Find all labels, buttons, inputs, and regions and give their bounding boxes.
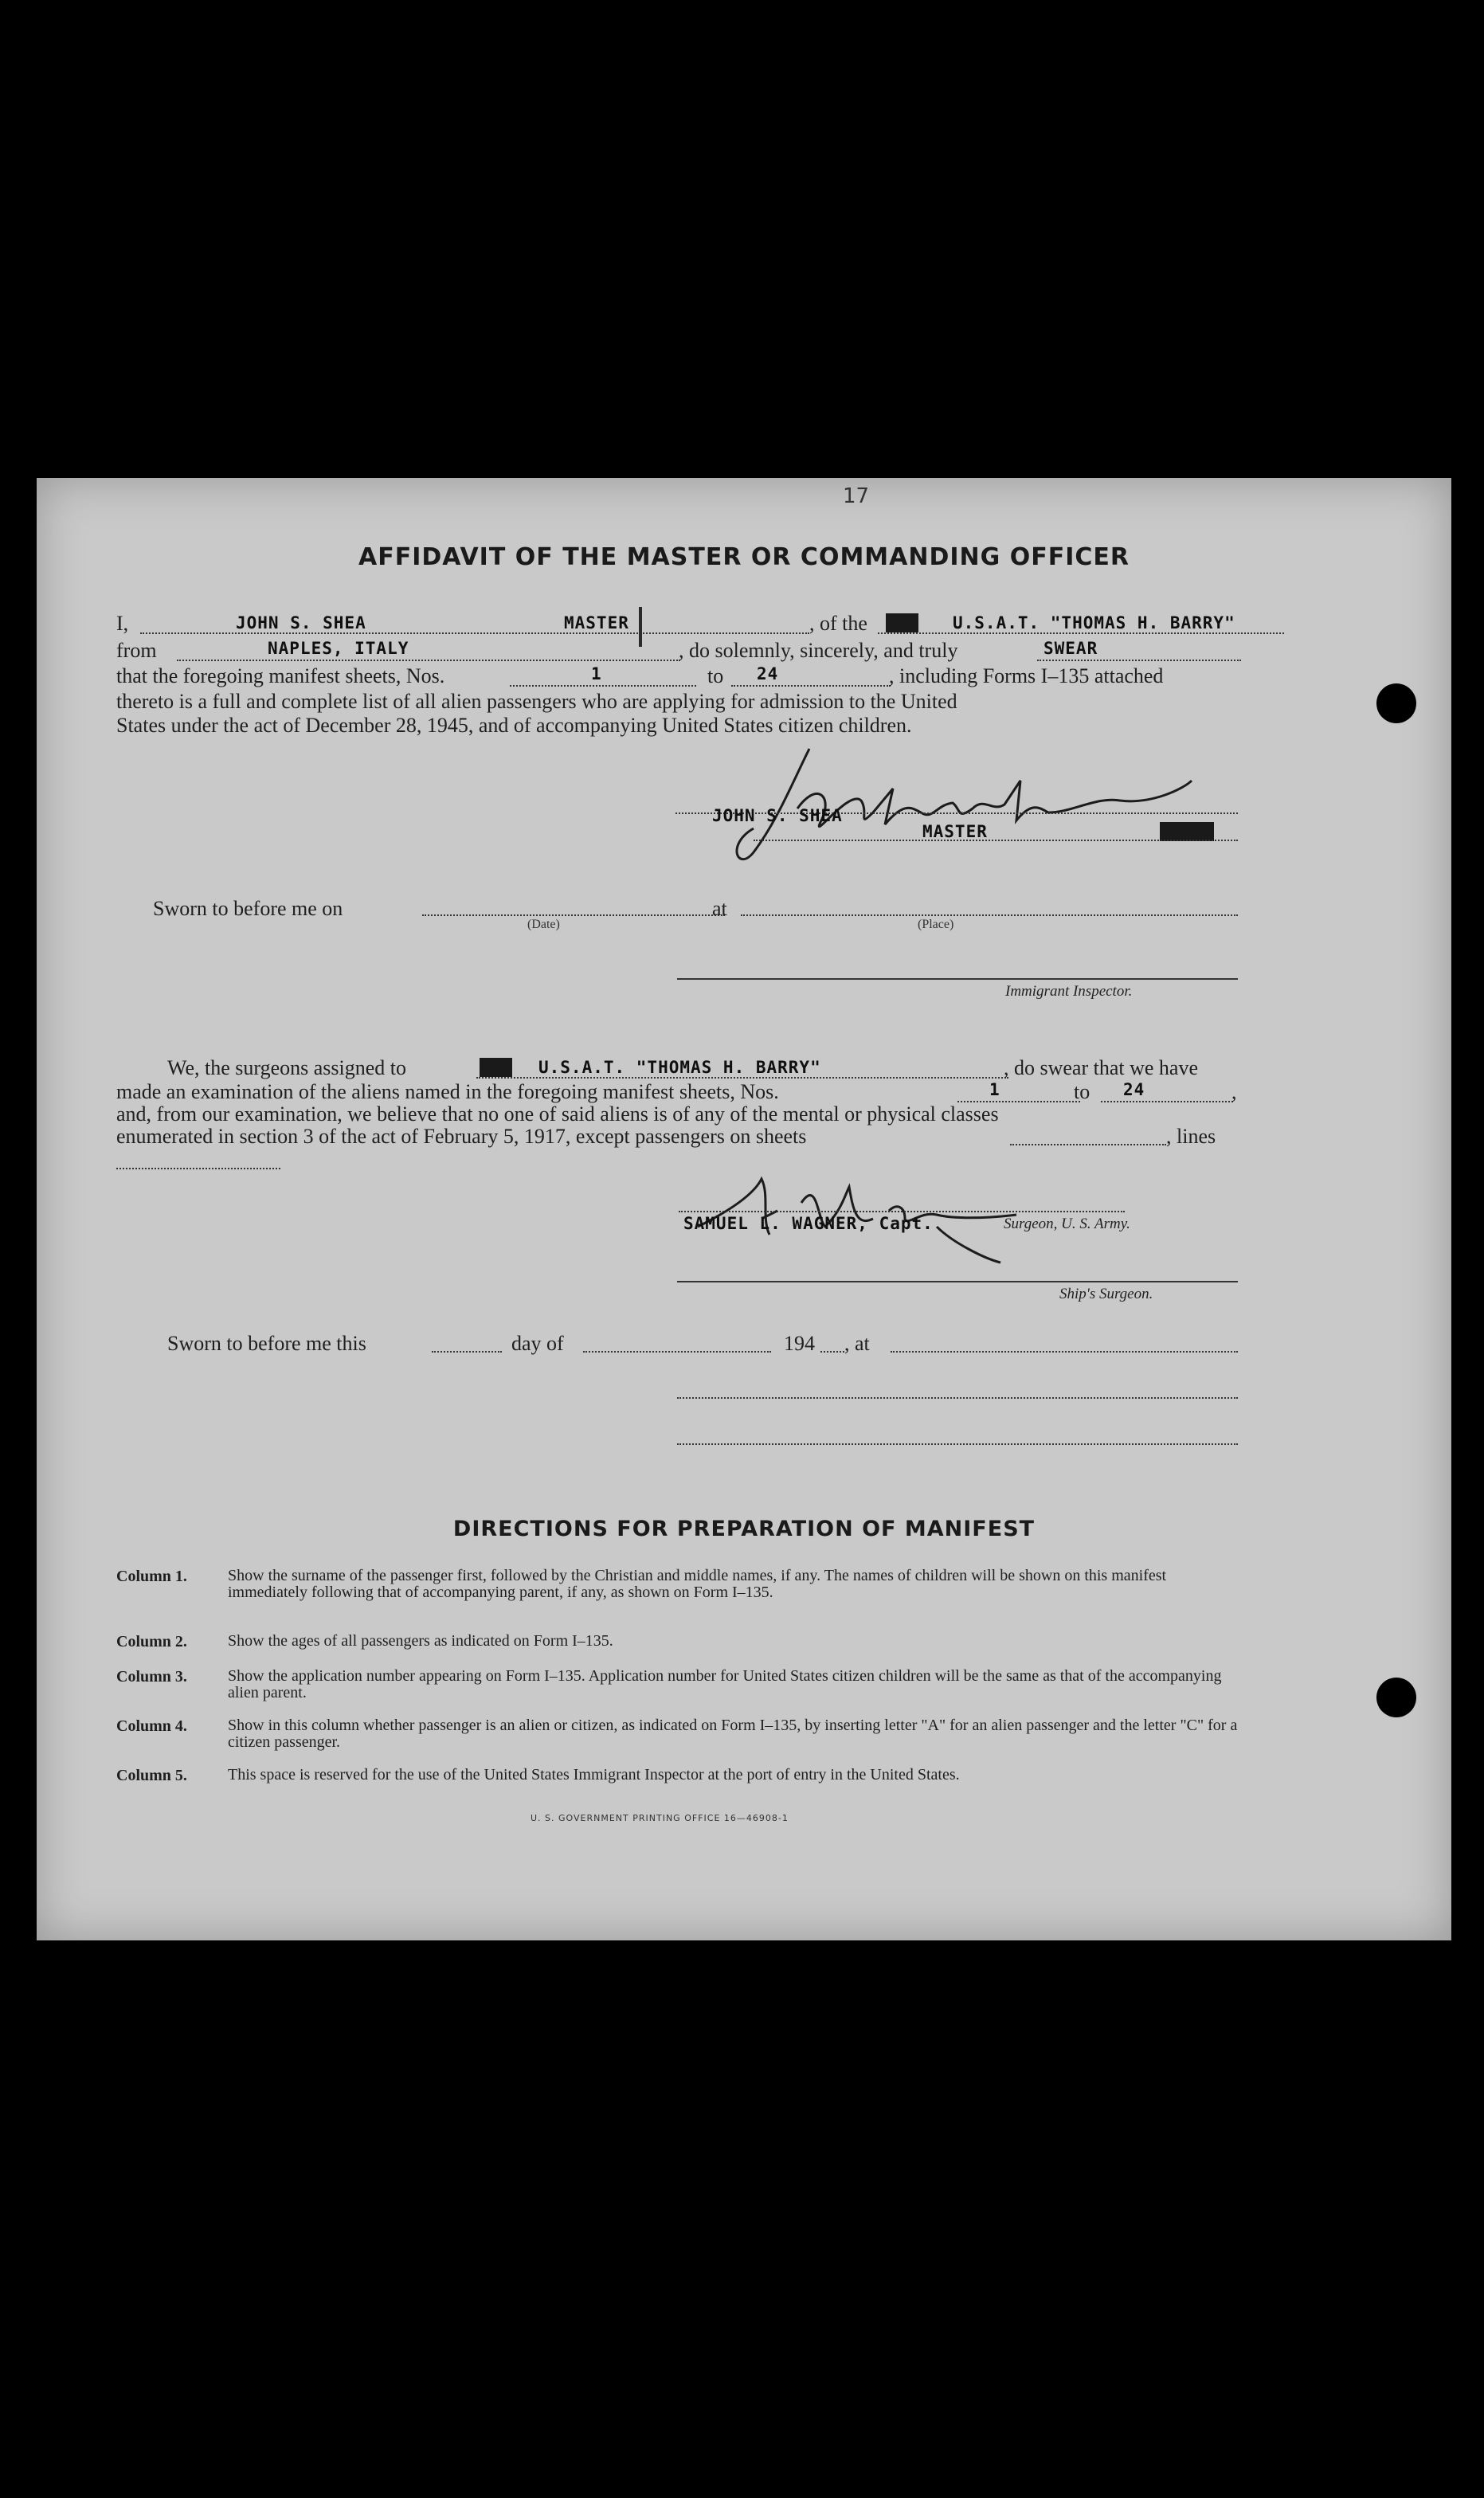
affidavit-line4: thereto is a full and complete list of all alien passengers who are applying for admission to the United: [116, 690, 957, 713]
surgeons-vessel-rule: [476, 1077, 1008, 1079]
typewriter-mark: [639, 607, 642, 647]
surgeons-line1-suffix: , do swear that we have: [1004, 1056, 1199, 1079]
surgeons-line3: and, from our examination, we believe that no one of said aliens is of any of the mental or physical classes: [116, 1102, 999, 1126]
year-prefix: 194: [784, 1332, 815, 1355]
vessel-struck: XXX: [886, 613, 918, 632]
surgeons-vessel: U.S.A.T. "THOMAS H. BARRY": [538, 1058, 821, 1077]
sworn-line-3: [677, 1443, 1238, 1445]
direction-text: Show the surname of the passenger first, followed by the Christian and middle names, if any. The names of children will be shown on this manifest immediately following that of accompanying parent, if any, as shown on Form I–135.: [228, 1567, 1167, 1601]
inspector-caption: Immigrant Inspector.: [1005, 983, 1133, 1000]
surgeon-name: SAMUEL L. WAGNER, Capt.: [683, 1214, 934, 1233]
surgeon-caption: Surgeon, U. S. Army.: [1004, 1216, 1130, 1232]
line1-prefix: I,: [116, 612, 129, 635]
vessel-name: U.S.A.T. "THOMAS H. BARRY": [953, 613, 1235, 632]
at-label: at: [712, 897, 727, 920]
port-name: NAPLES, ITALY: [268, 639, 409, 658]
sheet-to-rule: [731, 685, 891, 687]
master-signature: [722, 733, 1200, 868]
signature-struck: XXXXX: [1160, 822, 1215, 841]
direction-label: Column 5.: [116, 1767, 187, 1784]
direction-label: Column 4.: [116, 1717, 187, 1735]
surgeons-to-rule: [1101, 1101, 1233, 1102]
sheet-from: 1: [591, 664, 602, 683]
surgeons-line2-to: to: [1074, 1080, 1090, 1103]
form-sheet: [37, 478, 1451, 1940]
signature-name: JOHN S. SHEA: [712, 806, 843, 825]
master-name-rule: [140, 632, 809, 634]
direction-text: This space is reserved for the use of the United States Immigrant Inspector at the port of entry in the United States.: [228, 1766, 960, 1783]
line2-prefix: from: [116, 639, 157, 662]
surgeon-signature-rule: [679, 1211, 1125, 1212]
direction-text: Show the application number appearing on Form I–135. Application number for United States citizen children will be the same as that of the accompanying alien parent.: [228, 1667, 1222, 1701]
line3-to: to: [707, 664, 724, 687]
affidavit-title: AFFIDAVIT OF THE MASTER OR COMMANDING OFFICER: [358, 543, 1130, 571]
year-rule: [820, 1351, 844, 1353]
surgeons-sheet-from: 1: [989, 1080, 1000, 1099]
affidavit-line5: States under the act of December 28, 1945, and of accompanying United States citizen children.: [116, 714, 912, 737]
surgeons-vessel-struck: XXX: [480, 1058, 512, 1077]
place-caption: (Place): [918, 918, 954, 931]
master-title: MASTER: [564, 613, 629, 632]
line3-prefix: that the foregoing manifest sheets, Nos.: [116, 664, 445, 687]
direction-label: Column 2.: [116, 1633, 187, 1650]
surgeons-line4-suffix: , lines: [1166, 1125, 1216, 1148]
punch-hole: [1376, 683, 1416, 723]
direction-text: Show the ages of all passengers as indicated on Form I–135.: [228, 1632, 613, 1650]
sheet-from-rule: [510, 685, 696, 687]
master-name: JOHN S. SHEA: [236, 613, 366, 632]
signature-title: MASTER: [922, 822, 988, 841]
month-rule: [583, 1351, 771, 1353]
directions-title: DIRECTIONS FOR PREPARATION OF MANIFEST: [452, 1517, 1036, 1541]
sworn-at: , at: [844, 1332, 870, 1355]
date-caption: (Date): [527, 918, 560, 931]
comma: ,: [1231, 1080, 1237, 1103]
surgeons-line1-prefix: We, the surgeons assigned to: [167, 1056, 406, 1079]
sworn-this-prefix: Sworn to before me this: [167, 1332, 366, 1355]
place-rule: [741, 914, 1238, 916]
date-rule: [422, 914, 725, 916]
inspector-rule: [677, 978, 1238, 980]
page-marker: 17: [843, 484, 870, 508]
surgeons-sheet-to: 24: [1123, 1080, 1145, 1099]
sworn-line-2: [677, 1397, 1238, 1399]
port-rule: [177, 660, 680, 661]
direction-label: Column 1.: [116, 1568, 187, 1585]
surgeons-line4-prefix: enumerated in section 3 of the act of February 5, 1917, except passengers on sheets: [116, 1125, 807, 1148]
lines-rule: [116, 1168, 280, 1169]
ships-surgeon-rule: [677, 1281, 1238, 1282]
line2-mid: , do solemnly, sincerely, and truly: [679, 639, 958, 662]
line1-of: , of the: [809, 612, 867, 635]
sworn-place-rule: [891, 1351, 1238, 1353]
signature-title-rule: [754, 840, 1238, 841]
sheet-to: 24: [757, 664, 779, 683]
direction-label: Column 3.: [116, 1668, 187, 1686]
direction-text: Show in this column whether passenger is an alien or citizen, as indicated on Form I–135, by inserting letter "A" for an alien passenger and the letter "C" for a citizen passenger.: [228, 1717, 1238, 1751]
punch-hole: [1376, 1678, 1416, 1717]
oath-word: SWEAR: [1043, 639, 1098, 658]
ships-surgeon-caption: Ship's Surgeon.: [1059, 1286, 1153, 1302]
except-sheets-rule: [1010, 1144, 1166, 1145]
vessel-rule: [878, 632, 1284, 634]
gpo-footer: U. S. GOVERNMENT PRINTING OFFICE 16—46908-1: [531, 1813, 789, 1823]
day-of: day of: [511, 1332, 564, 1355]
sworn-label: Sworn to before me on: [153, 897, 343, 920]
surgeons-line2-prefix: made an examination of the aliens named in the foregoing manifest sheets, Nos.: [116, 1080, 779, 1103]
line3-suffix: , including Forms I–135 attached: [889, 664, 1164, 687]
day-rule: [432, 1351, 502, 1353]
oath-rule: [1037, 660, 1241, 661]
